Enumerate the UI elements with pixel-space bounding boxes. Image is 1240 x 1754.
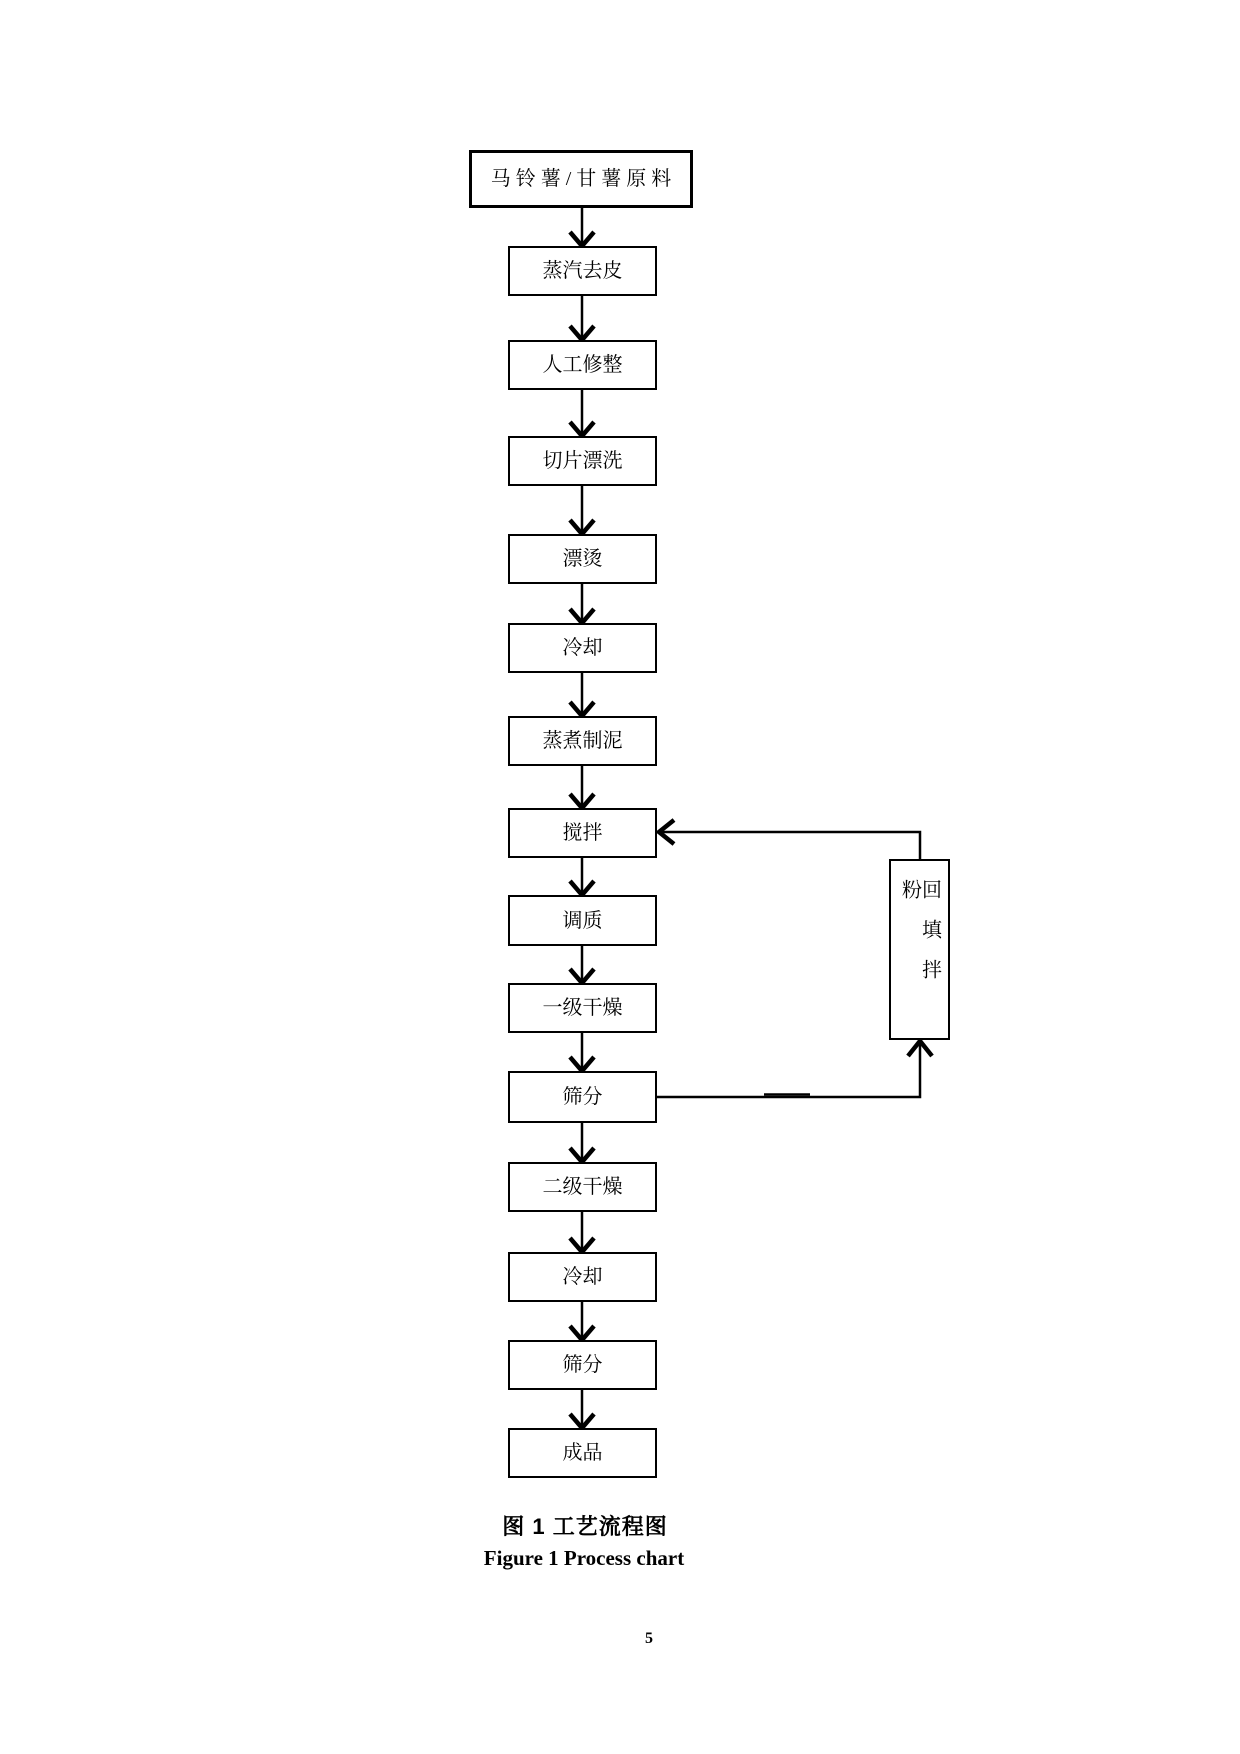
flow-step-primary-drying: 一级干燥 — [508, 983, 657, 1033]
flow-step-cooling-1: 冷却 — [508, 623, 657, 673]
flow-step-cooling-2: 冷却 — [508, 1252, 657, 1302]
flow-step-slicing-rinsing: 切片漂洗 — [508, 436, 657, 486]
down-arrow — [570, 946, 594, 983]
flow-step-manual-trimming: 人工修整 — [508, 340, 657, 390]
down-arrow — [570, 296, 594, 340]
flow-step-conditioning: 调质 — [508, 895, 657, 946]
flow-step-finished-product: 成品 — [508, 1428, 657, 1478]
feedback-return-arrow — [659, 820, 920, 859]
down-arrow — [570, 208, 594, 246]
flow-step-backfill-mix-powder: 回填拌粉 — [889, 859, 950, 1040]
figure-caption-en: Figure 1 Process chart — [483, 1546, 685, 1570]
flow-step-steam-cooking-mashing: 蒸煮制泥 — [508, 716, 657, 766]
page-number: 5 — [645, 1630, 653, 1647]
down-arrow — [570, 1212, 594, 1252]
flow-step-raw-material: 马铃薯/甘薯原料 — [469, 150, 693, 208]
feedback-supply-arrow — [657, 1041, 932, 1097]
down-arrow — [570, 1390, 594, 1428]
flow-step-sieving-2: 筛分 — [508, 1340, 657, 1390]
flow-step-mixing: 搅拌 — [508, 808, 657, 858]
flow-step-steam-peeling: 蒸汽去皮 — [508, 246, 657, 296]
down-arrow — [570, 1302, 594, 1340]
down-arrow — [570, 1123, 594, 1162]
down-arrow — [570, 673, 594, 716]
down-arrow — [570, 1033, 594, 1071]
down-arrow — [570, 766, 594, 808]
down-arrow — [570, 390, 594, 436]
down-arrow — [570, 858, 594, 895]
down-arrow — [570, 486, 594, 534]
flow-step-secondary-drying: 二级干燥 — [508, 1162, 657, 1212]
figure-caption-zh: 图 1 工艺流程图 — [502, 1514, 668, 1539]
down-arrow — [570, 584, 594, 623]
flow-step-blanching: 漂烫 — [508, 534, 657, 584]
flow-step-sieving-1: 筛分 — [508, 1071, 657, 1123]
